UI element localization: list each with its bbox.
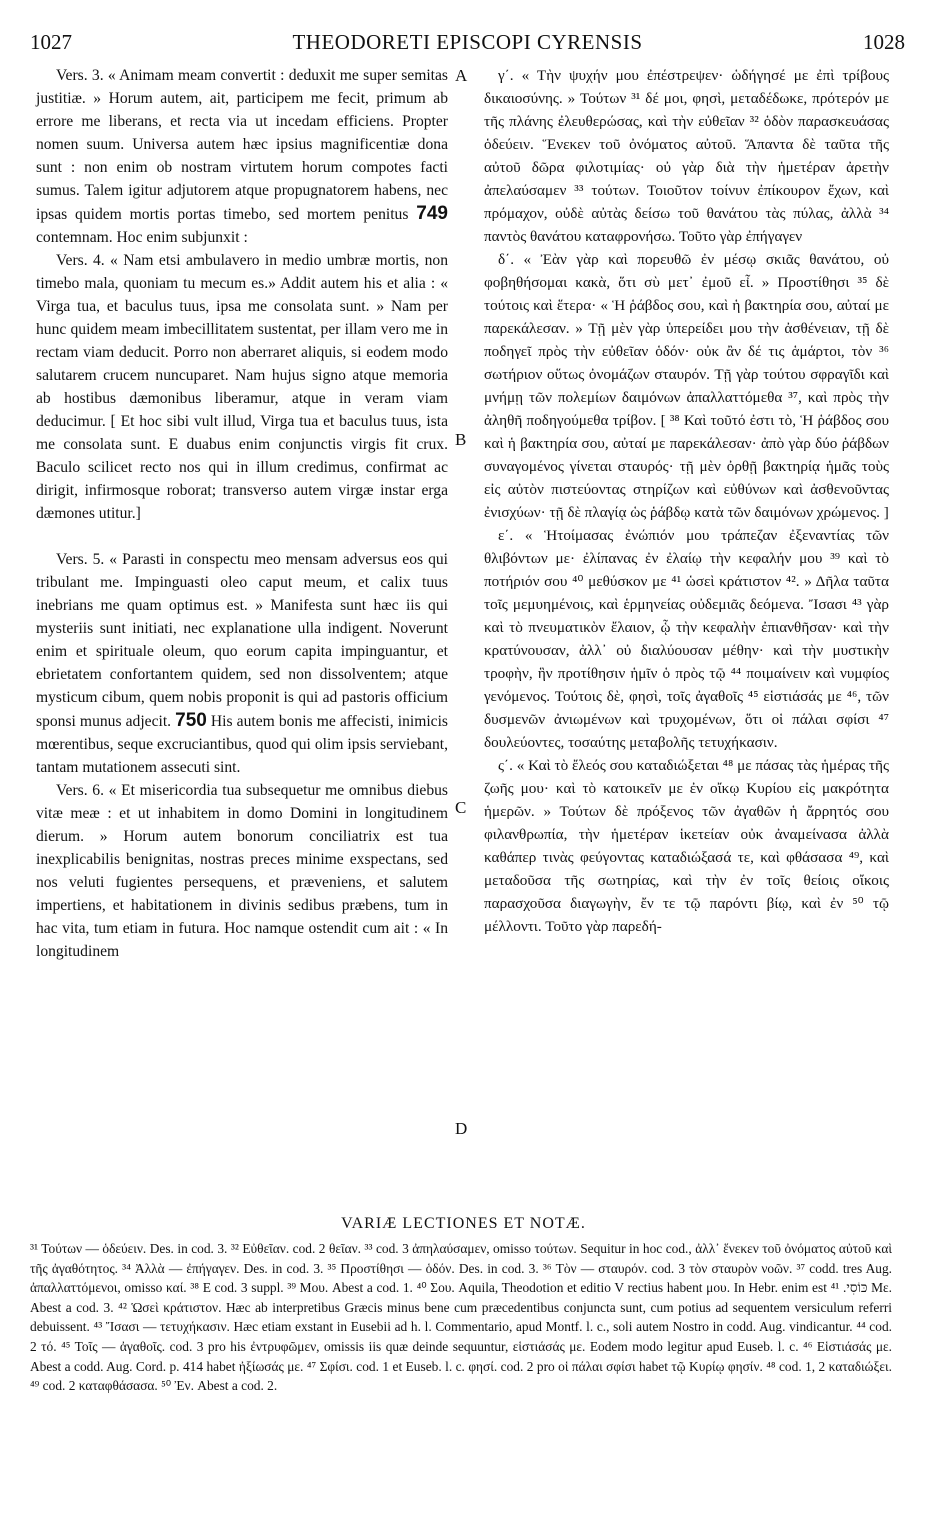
margin-marker-d: D	[455, 1119, 468, 1138]
page-marker-749: 749	[416, 203, 448, 224]
page-number-right: 1028	[863, 30, 905, 54]
greek-paragraph: ς΄. « Καὶ τὸ ἔλεός σου καταδιώξεται ⁴⁸ με πάσας τὰς ἡμέρας τῆς ζωῆς μου· καὶ τὸ κατοικεῖν με ἐν οἴκῳ Κυρίου εἰς μακρότητα ἡμερῶν. » Τούτων δὲ πρόξενος τῶν ἀγαθῶν ἡ ἄρρητός σου φιλανθρωπία, τὴν ἡμετέραν ἱκετείαν οὐκ ἀναμείνασα ἀλλὰ καθάπερ τινὰς φεύγοντας καταδιώξασά τε, καὶ φθάσασα ⁴⁹, καὶ μεταδοῦσα τῆς σωτηρίας, καὶ τὴν ἐν τοῖς θείοις οἴκοις παρασχοῦσα διαγωγὴν, ἔν τε τῷ παρόντι βίῳ, καὶ ἐν ⁵⁰ τῷ μέλλοντι. Τοῦτο γὰρ παρεδή-	[484, 757, 889, 935]
latin-text: His autem bonis me affecisti, inimicis mœrentibus, seque excruciantibus, quod qui olim ipsis serviebant, tantam mutationem assecuti sint.	[36, 713, 448, 776]
latin-paragraph: Vers. 6. « Et misericordia tua subsequetur me omnibus diebus vitæ meæ : et ut inhabitem in domo Domini in longitudinem dierum. » Horum autem bonorum conciliatrix est tua inexplicabilis benignitas, nostras preces minime exspectans, sed nos veluti fugientes persequens, et præveniens, et salutem impertiens, et habitationem in divinis sedibus præbens, tum in hac vita, tum etiam in futura. Hoc namque ostendit cum ait : « In longitudinem	[36, 782, 448, 960]
greek-paragraph: γ΄. « Τὴν ψυχήν μου ἐπέστρεψεν· ὡδήγησέ με ἐπὶ τρίβους δικαιοσύνης. » Τούτων ³¹ δέ μοι, φησὶ, μεταδέδωκε, πρότερόν με τῆς πλάνης ἐλευθερώσας, καὶ τὴν εὐθεῖαν ³² ὁδὸν παρασκευάσας ὁδεύειν. Ἕνεκεν τοῦ ὀνόματος αὐτοῦ. Ἅπαντα δὲ ταῦτα τῆς αὐτοῦ δῶρα φιλοτιμίας· οὐ γὰρ διὰ τὴν ἡμετέραν ἀρετὴν ἀπελαύσαμεν ³³ τούτων. Τοιοῦτον τοίνυν ἐπίκουρον ἔχων, καὶ πρόμαχον, οὐδὲ αὐτὰς δείσω τοῦ θανάτου τὰς πύλας, ἀλλὰ ³⁴ παντὸς θανάτου καταφρονήσω. Τοῦτο γὰρ ἐπήγαγεν	[484, 67, 889, 245]
latin-column	[36, 64, 448, 963]
greek-paragraph: δ΄. « Ἐὰν γὰρ καὶ πορευθῶ ἐν μέσῳ σκιᾶς θανάτου, οὐ φοβηθήσομαι κακὰ, ὅτι σὺ μετ᾽ ἐμοῦ εἶ. » Προστίθησι ³⁵ δὲ τούτοις καὶ ἕτερα· « Ἡ ῥάβδος σου, καὶ ἡ βακτηρία σου, αὐταί με παρεκάλεσαν. » Τῇ μὲν γὰρ ὑπερείδει μου τὴν ἀσθένειαν, τῇ δὲ ποδηγεῖ πρὸς τὴν εὐθεῖαν ὁδόν· οὐκ ἂν δέ τις ἁμάρτοι, τὸν ³⁶ σωτήριον οὕτως ὀνομάζων σταυρόν. Τῇ γὰρ τούτου σφραγῖδι καὶ μνήμῃ τῶν πολεμίων δαιμόνων ἀπαλλαττόμεθα ³⁷, καὶ πρὸς τὴν ἀληθῆ ποδηγούμεθα τρίβον. [ ³⁸ Καὶ τοῦτό ἐστι τὸ, Ἡ ῥάβδος σου καὶ ἡ βακτηρία σου, αὐταί με παρεκάλεσαν· ἀπὸ γὰρ δύο ῥάβδων συναγομένος γίνεται σταυρός· τῇ μὲν ὀρθῇ βακτηρίᾳ ἡμᾶς τοὺς εἰς αὐτὸν πιστεύοντας στηρίζων καὶ εὐθύνων καὶ ἀσθενοῦντας ἐνισχύων· τῇ δὲ πλαγίᾳ ὡς ῥάβδῳ κατὰ τῶν δαιμόνων χρώμενος. ]	[484, 251, 889, 521]
page-marker-750: 750	[175, 710, 207, 731]
latin-text: Vers. 3. « Animam meam convertit : deduxit me super semitas justitiæ. » Horum autem, ait, participem me fecit, primum ab errore me liberans, et recta via ut incedam efficiens. Propter nomen suum. Universa autem hæc ipsius magnificentiæ dona sunt : non enim ob nostram virtutem horum compotes facti sumus. Talem igitur adjutorem atque propugnatorem habens, nec ipsas quidem mortis portas timebo, sed mortem penitus	[36, 67, 448, 223]
notes-heading: VARIÆ LECTIONES ET NOTÆ.	[341, 1215, 586, 1232]
running-header	[30, 30, 905, 56]
latin-text: contemnam. Hoc enim subjunxit :	[36, 229, 248, 246]
margin-marker-a: A	[455, 66, 468, 85]
notes-text: ³¹ Τούτων — ὁδεύειν. Des. in cod. 3. ³² Εὐθεῖαν. cod. 2 θεῖαν. ³³ cod. 3 ἀπηλαύσαμεν, omisso τούτων. Sequitur in hoc cod., ἀλλ᾽ ἕνεκεν τοῦ ὀνόματος αὐτοῦ καὶ τῆς ἀγαθότητος. ³⁴ Ἀλλὰ — ἐπήγαγεν. Des. in cod. 3. ³⁵ Προστίθησι — ὁδόν. Des. in cod. 3. ³⁶ Τὸν — σταυρόν. cod. 3 τὸν σταυρὸν νοῶν. ³⁷ codd. tres Aug. ἀπαλλαττόμενοι, omisso καί. ³⁸ E cod. 3 suppl. ³⁹ Μου. Abest a cod. 1. ⁴⁰ Σου. Aquila, Theodotion et editio V rectius habent μου. In Hebr. enim est כּוֹסִי. ⁴¹ Με. Abest a cod. 3. ⁴² Ὡσεὶ κράτιστον. Hæc ab interpretibus Græcis minus bene cum præcedentibus conjuncta sunt, cum potius ad sequentem versiculum referri debuissent. ⁴³ Ἴσασι — τετυχήκασιν. Hæc etiam exstant in Eusebii ad h. l. Commentario, apud Montf. l. c., soli autem Nostro in codd. Aug. vindicantur. ⁴⁴ cod. 2 τό. ⁴⁵ Τοῖς — ἀγαθοῖς. cod. 3 pro his ἐντρυφῶμεν, omissis iis quæ deinde sequuntur, εἱστιάσάς με. Eodem modo legitur apud Euseb. l. c. ⁴⁶ Εἱστιάσάς με. Abest a codd. Aug. Cord. p. 414 habet ἠξίωσάς με. ⁴⁷ Σφίσι. cod. 1 et Euseb. l. c. φησί. cod. 2 pro οἱ πάλαι σφίσι habet τῷ Κυρίῳ φησίν. ⁴⁸ cod. 1, 2 καταδιώξει. ⁴⁹ cod. 2 καταφθάσασα. ⁵⁰ Ἐν. Abest a cod. 2.	[30, 1241, 892, 1394]
latin-text: Vers. 5. « Parasti in conspectu meo mensam adversus eos qui tribulant me. Impinguasti oleo caput meum, et calix tuus inebrians me quam optimus est. » Manifesta sunt hæc iis qui mysteriis sunt initiati, nec explanatione ulla indigent. Noverunt enim et spirituale oleum, quo eorum capita impinguantur, et ebrietatem confortantem quidem, sed non dissolventem; atque mysticum cibum, quem nobis proponit is qui ad pastoris officium sponsi munus adjecit.	[36, 551, 448, 730]
greek-paragraph: ε΄. « Ἡτοίμασας ἐνώπιόν μου τράπεζαν ἐξεναντίας τῶν θλιβόντων με· ἐλίπανας ἐν ἐλαίῳ τὴν κεφαλήν μου ³⁹ καὶ τὸ ποτήριόν σου ⁴⁰ μεθύσκον με ⁴¹ ὡσεὶ κράτιστον ⁴². » Δῆλα ταῦτα τοῖς μεμυημένοις, καὶ ἑρμηνείας οὐδεμιᾶς δεόμενα. Ἴσασι ⁴³ γὰρ καὶ τὸ πνευματικὸν ἔλαιον, ᾧ τὴν κεφαλὴν ἐπιανθῆσαν· καὶ τὴν κρατύνουσαν, ἀλλ᾽ οὐ διαλύουσαν μέθην· καὶ τὴν μυστικὴν τροφὴν, ἣν προτίθησιν ἡμῖν ὁ πρὸς τῷ ⁴⁴ ποιμαίνειν καὶ νυμφίος γενόμενος. Τούτοις δὲ, φησὶ, τοῖς ἀγαθοῖς ⁴⁵ εἱστιάσάς με ⁴⁶, τῶν δυσμενῶν ἀνιωμένων καὶ τρυχομένων, ὅτι οἱ πάλαι σφίσι ⁴⁷ δουλεύοντες, τοσαύτης μεταβολῆς τετυχήκασιν.	[484, 527, 889, 751]
latin-paragraph: Vers. 4. « Nam etsi ambulavero in medio umbræ mortis, non timebo mala, quoniam tu mecum es.» Addit autem his et alia : « Virga tua, et baculus tuus, ipsa me consolata sunt. » Nam per hunc quidem meam imbecillitatem sustentat, per illam vero me in rectam viam deducit. Porro non aberraret aliquis, si eodem modo salutarem crucem nuncuparet. Nam hujus signo atque memoria ab hostibus dæmonibus liberamur, atque in veram viam deducimur. [ Et hoc sibi vult illud, Virga tua et baculus tuus, ista me consolata sunt. E duabus enim conjunctis virgis fit crux. Baculo scilicet recto nos qui in illum credimus, confirmat ac dirigit, infirmosque roborat; transverso autem virgæ instar erga dæmones utitur.]	[36, 252, 448, 522]
notes-block	[30, 1239, 892, 1396]
margin-marker-c: C	[455, 798, 467, 817]
greek-column	[484, 64, 889, 938]
page-number-left: 1027	[30, 30, 72, 54]
latin-paragraph	[36, 548, 448, 779]
running-title: THEODORETI EPISCOPI CYRENSIS	[292, 30, 643, 54]
latin-paragraph	[36, 64, 448, 249]
margin-marker-b: B	[455, 430, 467, 449]
